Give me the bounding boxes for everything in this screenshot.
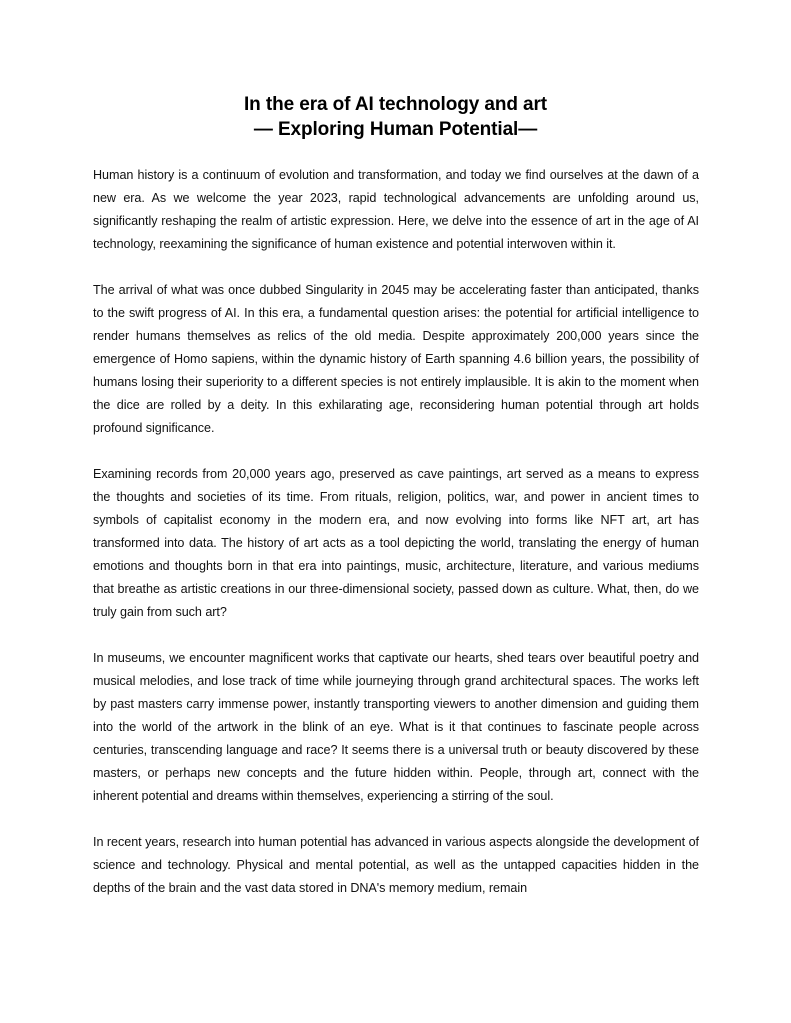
document-body [93,164,699,923]
paragraph-human-potential: In recent years, research into human potential has advanced in various aspects alongside the development of science and technology. Physical and mental potential, as well as the untapped capacities hidden in the depths of the brain and the vast data stored in DNA's memory medium, remain [93,835,699,895]
paragraph-intro: Human history is a continuum of evolution and transformation, and today we find ourselves at the dawn of a new era. As we welcome the year 2023, rapid technological advancements are unfolding around us, significantly reshaping the realm of artistic expression. Here, we delve into the essence of art in the age of AI technology, reexamining the significance of human existence and potential interwoven within it. [93,168,699,251]
paragraph-art-history: Examining records from 20,000 years ago, preserved as cave paintings, art served as a means to express the thoughts and societies of its time. From rituals, religion, politics, war, and power in ancient times to symbols of capitalist economy in the modern era, and now evolving into forms like NFT art, art has transformed into data. The history of art acts as a tool depicting the world, translating the energy of human emotions and thoughts born in that era into paintings, music, architecture, literature, and various mediums that breathe as artistic creations in our three-dimensional society, passed down as culture. What, then, do we truly gain from such art? [93,467,699,619]
document-title [0,92,791,142]
title-line-subtitle: ― Exploring Human Potential― [253,119,538,140]
paragraph-museums: In museums, we encounter magnificent works that captivate our hearts, shed tears over beautiful poetry and musical melodies, and lose track of time while journeying through grand architectural spaces. The works left by past masters carry immense power, instantly transporting viewers to another dimension and guiding them into the world of the artwork in the blink of an eye. What is it that continues to fascinate people across centuries, transcending language and race? It seems there is a universal truth or beauty discovered by these masters, or perhaps new concepts and the future hidden within. People, through art, connect with the inherent potential and dreams within themselves, experiencing a stirring of the soul. [93,651,699,803]
paragraph-singularity: The arrival of what was once dubbed Singularity in 2045 may be accelerating faster than anticipated, thanks to the swift progress of AI. In this era, a fundamental question arises: the potential for artificial intelligence to render humans themselves as relics of the old media. Despite approximately 200,000 years since the emergence of Homo sapiens, within the dynamic history of Earth spanning 4.6 billion years, the possibility of humans losing their superiority to a different species is not entirely implausible. It is akin to the moment when the dice are rolled by a deity. In this exhilarating age, reconsidering human potential through art holds profound significance. [93,283,699,435]
title-line-main: In the era of AI technology and art [244,94,547,115]
